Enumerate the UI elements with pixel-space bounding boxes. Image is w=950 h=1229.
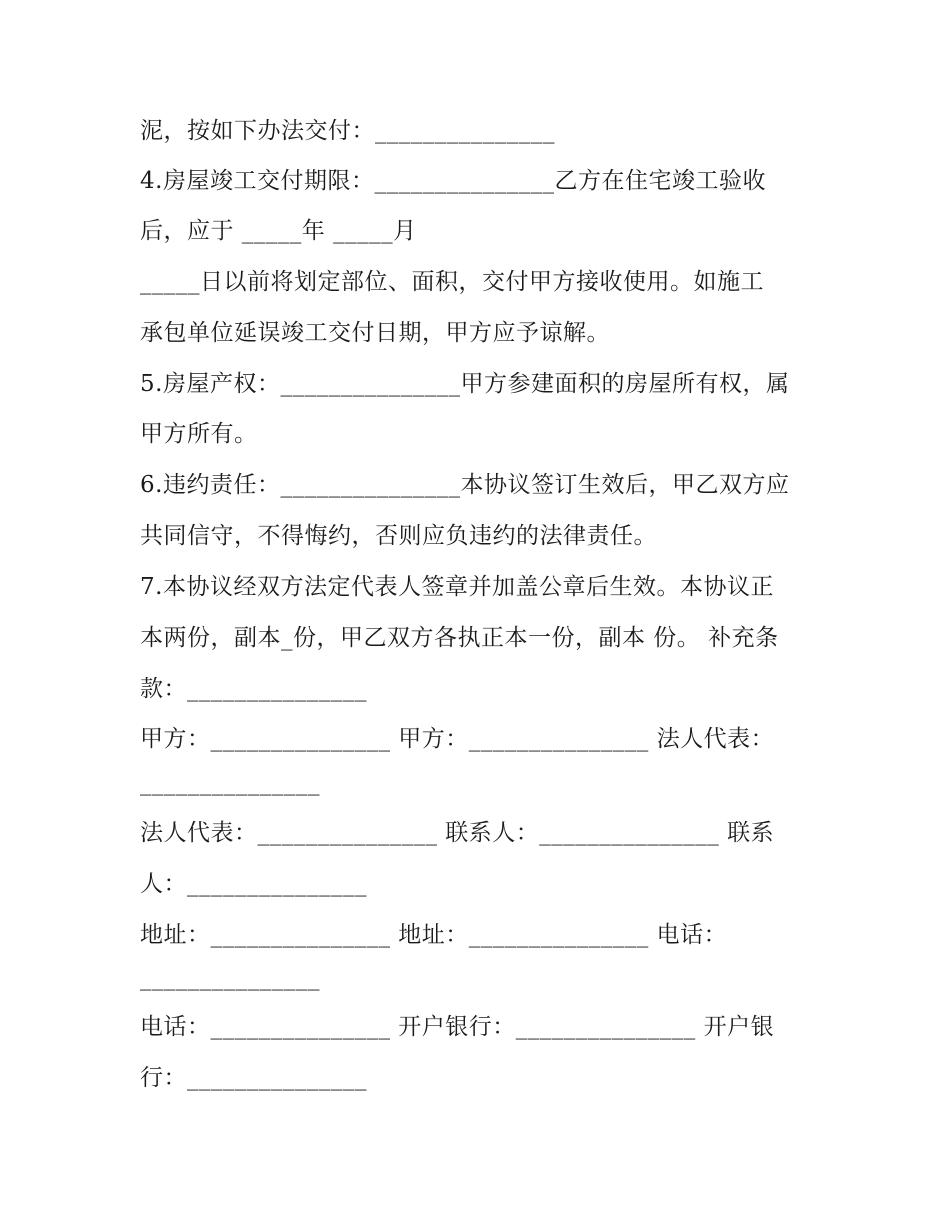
text-line: 行：_______________ (140, 1065, 367, 1091)
text-line: 甲方所有。 (140, 421, 258, 447)
text-line: 后，应于 _____年 _____月 (140, 218, 417, 244)
text-line: _______________ (140, 965, 320, 991)
text-line: 4.房屋竣工交付期限：_______________乙方在住宅竣工验收 (140, 168, 766, 194)
text-line: 本两份，副本_份，甲乙双方各执正本一份，副本 份。 补充条 (140, 625, 779, 651)
text-line: 法人代表：_______________ 联系人：_______________ 联系 (140, 820, 775, 846)
text-line: _____日以前将划定部位、面积，交付甲方接收使用。如施工 (140, 269, 764, 295)
text-line: 6.违约责任：_______________本协议签订生效后，甲乙双方应 (140, 472, 790, 498)
text-line: 承包单位延误竣工交付日期，甲方应予谅解。 (140, 320, 610, 346)
text-line: 款：_______________ (140, 676, 367, 702)
text-line: 电话：_______________ 开户银行：_______________ 开户银 (140, 1014, 775, 1040)
text-line: 5.房屋产权：_______________甲方参建面积的房屋所有权，属 (140, 371, 790, 397)
text-line: 人：_______________ (140, 871, 367, 897)
text-line: 泥，按如下办法交付：_______________ (140, 118, 555, 144)
text-line: 地址：_______________ 地址：_______________ 电话： (140, 922, 728, 948)
text-line: _______________ (140, 770, 320, 796)
text-line: 7.本协议经双方法定代表人签章并加盖公章后生效。本协议正 (140, 574, 774, 600)
text-line: 甲方：_______________ 甲方：_______________ 法人代表： (140, 726, 775, 752)
text-line: 共同信守，不得悔约，否则应负违约的法律责任。 (140, 523, 657, 549)
